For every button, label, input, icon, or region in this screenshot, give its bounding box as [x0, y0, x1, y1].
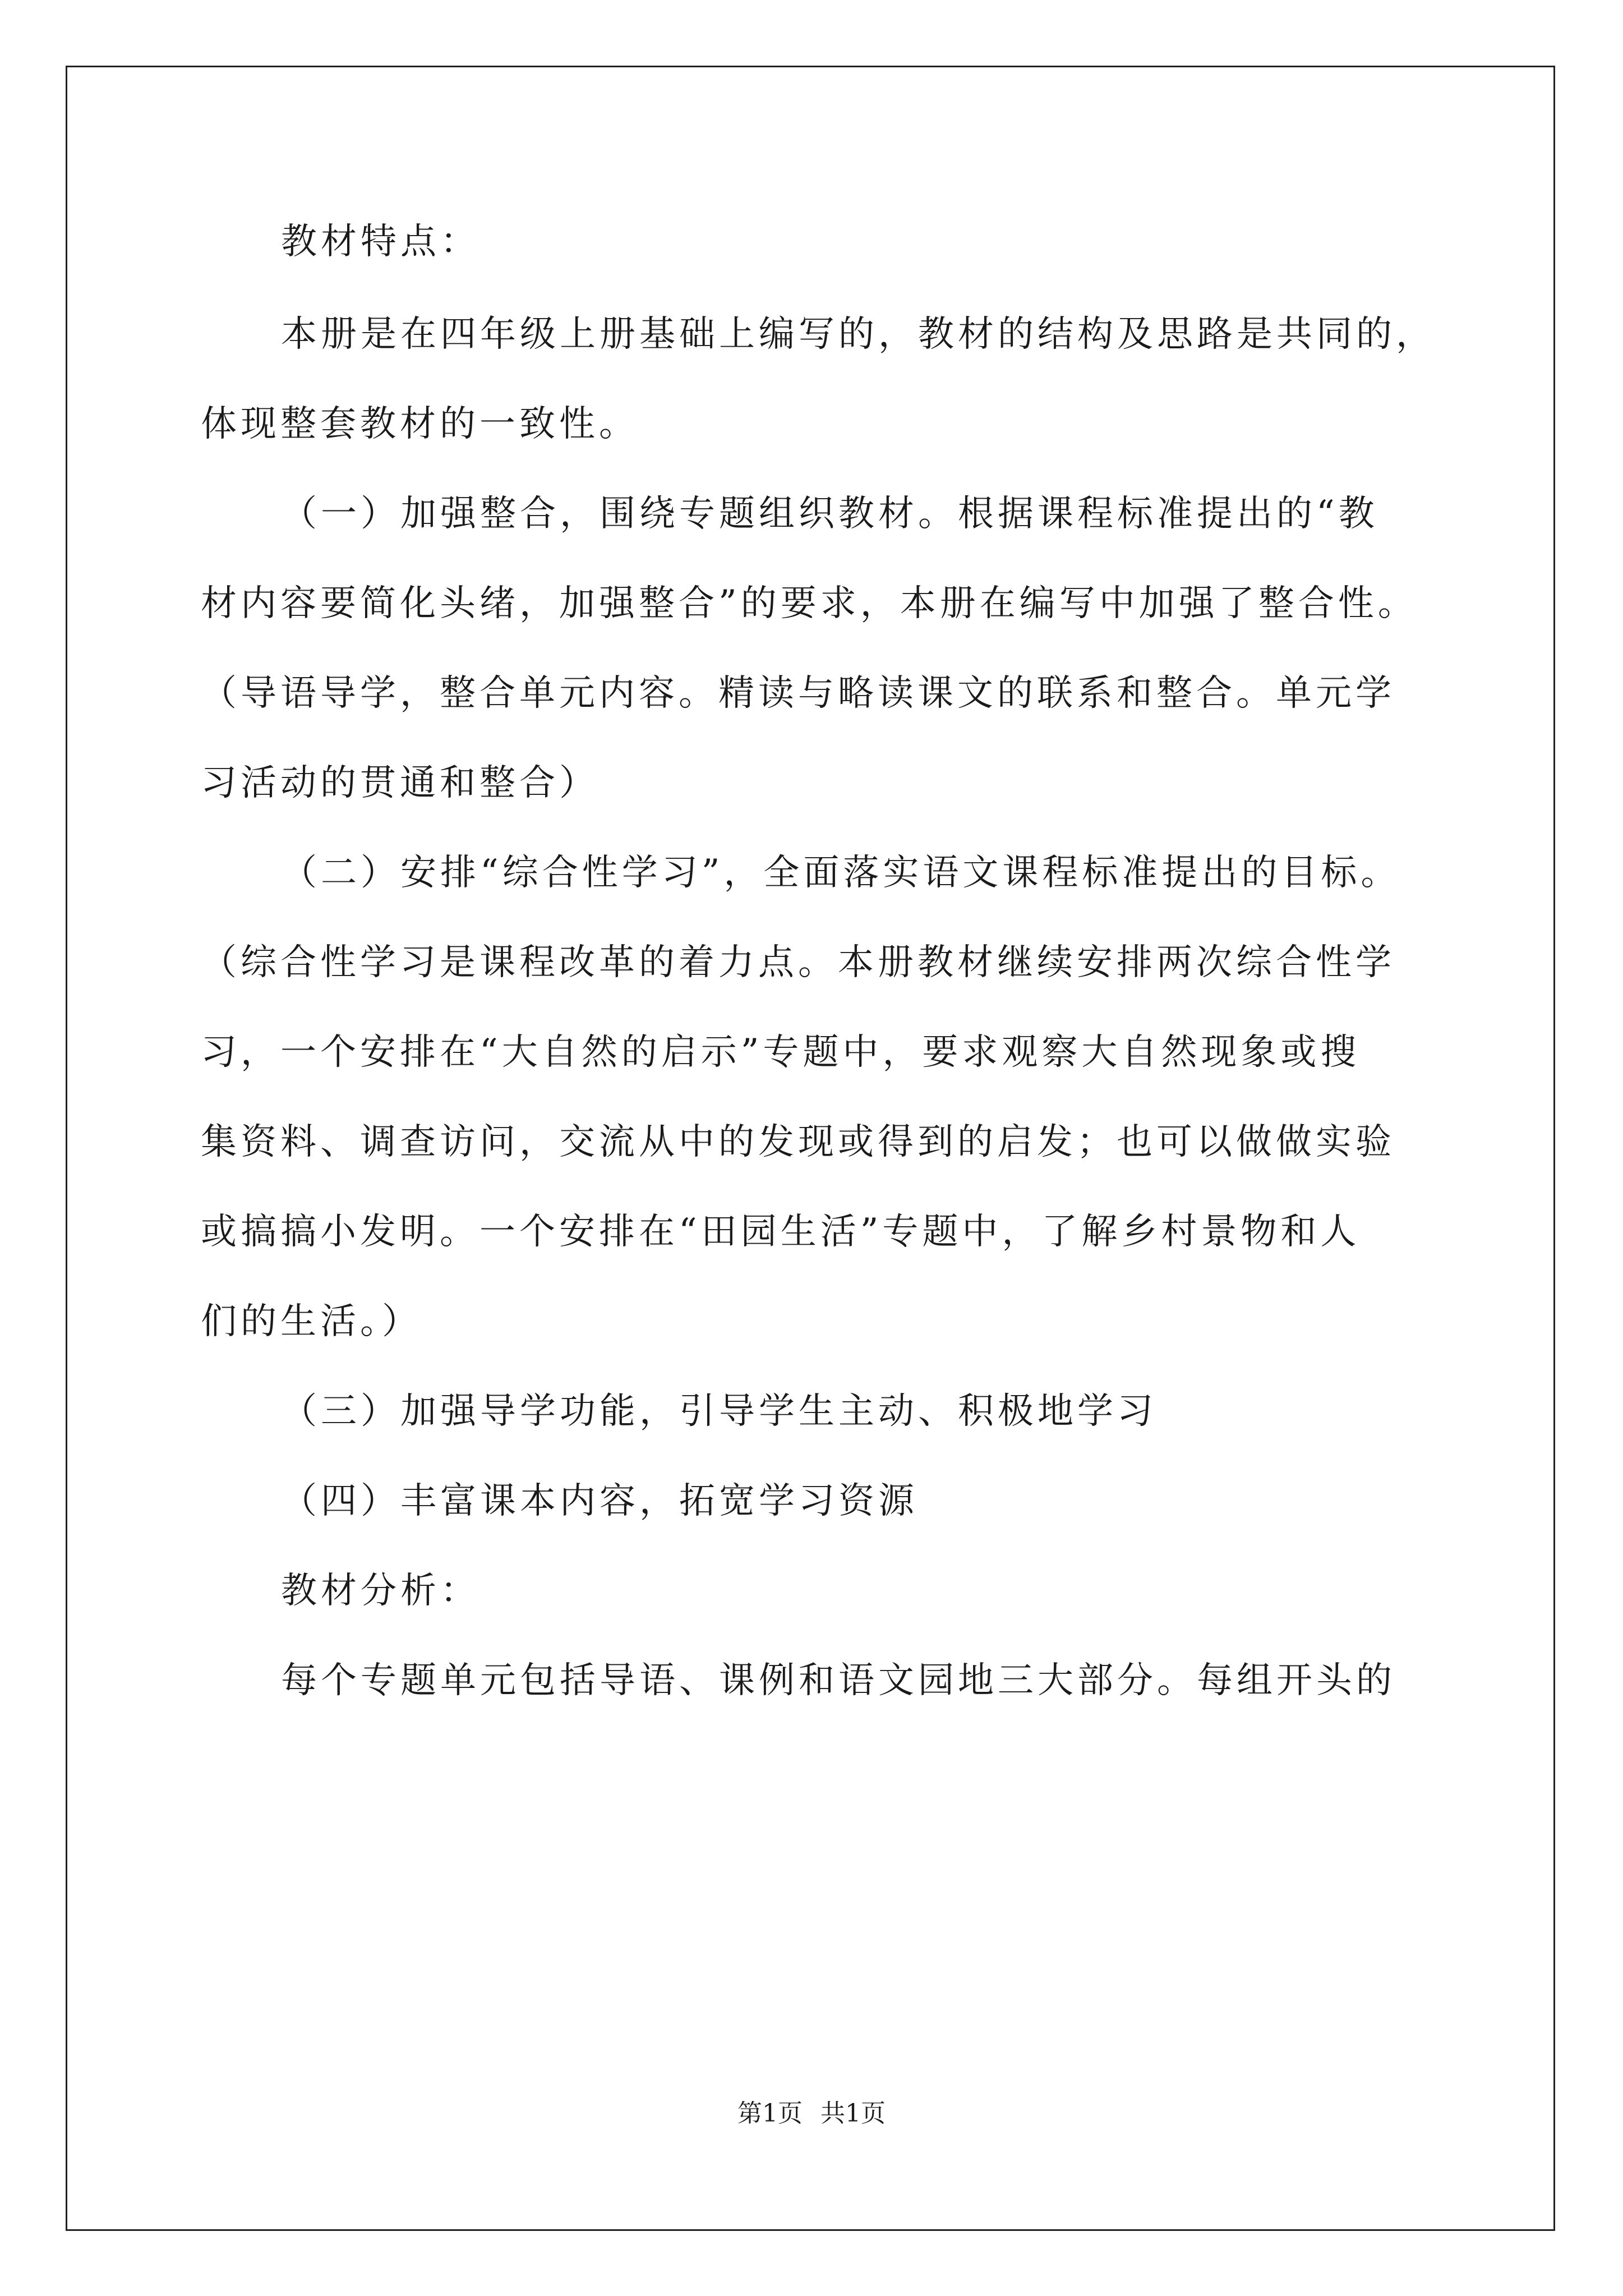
- paragraph-line: （二）安排“综合性学习”，全面落实语文课程标准提出的目标。: [281, 852, 1401, 894]
- paragraph-line: （四）丰富课本内容，拓宽学习资源: [281, 1480, 918, 1522]
- paragraph-line: 本册是在四年级上册基础上编写的，教材的结构及思路是共同的，: [281, 314, 1436, 355]
- paragraph-line: 习，一个安排在“大自然的启示”专题中，要求观察大自然现象或搜: [201, 1032, 1361, 1073]
- heading-textbook-features: 教材特点：: [281, 221, 480, 263]
- paragraph-line: 材内容要简化头绪，加强整合”的要求，本册在编写中加强了整合性。: [201, 583, 1418, 624]
- heading-textbook-analysis: 教材分析：: [281, 1570, 480, 1612]
- paragraph-line: （三）加强导学功能，引导学生主动、积极地学习: [281, 1391, 1157, 1432]
- paragraph-line: （导语导学，整合单元内容。精读与略读课文的联系和整合。单元学: [201, 673, 1395, 714]
- paragraph-line: （一）加强整合，围绕专题组织教材。根据课程标准提出的“教: [281, 493, 1378, 535]
- paragraph-line: 集资料、调查访问，交流从中的发现或得到的启发；也可以做做实验: [201, 1121, 1395, 1163]
- paragraph-line: 每个专题单元包括导语、课例和语文园地三大部分。每组开头的: [281, 1660, 1396, 1701]
- paragraph-line: 们的生活。）: [201, 1301, 422, 1342]
- paragraph-line: 习活动的贯通和整合）: [201, 762, 599, 804]
- paragraph-line: （综合性学习是课程改革的着力点。本册教材继续安排两次综合性学: [201, 942, 1395, 983]
- paragraph-line: 体现整套教材的一致性。: [201, 403, 639, 445]
- page-footer: 第1页 共1页: [737, 2099, 886, 2128]
- paragraph-line: 或搞搞小发明。一个安排在“田园生活”专题中，了解乡村景物和人: [201, 1211, 1361, 1253]
